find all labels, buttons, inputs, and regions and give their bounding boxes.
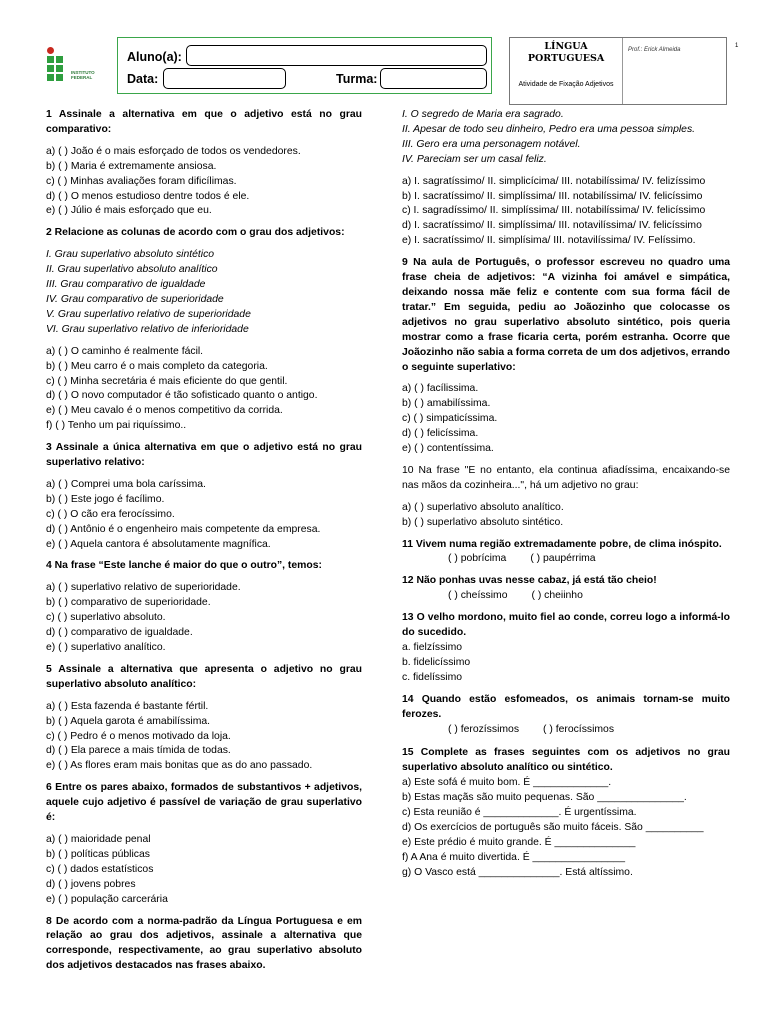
turma-field[interactable] <box>380 68 487 89</box>
spacer <box>46 574 362 581</box>
question-text: 15 Complete as frases seguintes com os adjetivos no grau superlativo absoluto analítico ou sintético. <box>402 747 730 774</box>
answer-option[interactable]: e) ( ) contentíssima. <box>402 443 494 455</box>
answer-option[interactable]: d) ( ) jovens pobres <box>46 878 136 890</box>
option-item[interactable]: ( ) ferozíssimos <box>448 723 520 735</box>
option-item[interactable]: ( ) pobrícima <box>448 553 507 565</box>
spacer <box>46 219 362 226</box>
spacer <box>402 567 730 574</box>
spacer <box>46 908 362 915</box>
spacer <box>46 656 362 663</box>
question-text: 2 Relacione as colunas de acordo com o grau dos adjetivos: <box>46 227 345 239</box>
question-text: 5 Assinale a alternativa que apresenta o adjetivo no grau superlativo absoluto analítico: <box>46 663 362 690</box>
answer-option[interactable]: c. fidelíssimo <box>402 671 463 683</box>
answer-option[interactable]: b) ( ) Maria é extremamente ansiosa. <box>46 160 217 172</box>
answer-option[interactable]: c) I. sagradíssimo/ II. simplíssima/ III. notabilíssima/ IV. felicíssimo <box>402 205 706 217</box>
answer-option[interactable]: e) ( ) população carcerária <box>46 893 168 905</box>
data-field[interactable] <box>163 68 286 89</box>
option-row <box>402 552 730 567</box>
spacer <box>402 494 730 501</box>
answer-option[interactable]: d) I. sacratíssimo/ II. simplíssima/ III. notavilíssima/ IV. felicíssimo <box>402 220 702 232</box>
spacer <box>402 249 730 256</box>
answer-option[interactable]: f) ( ) Tenho um pai riquíssimo.. <box>46 420 187 432</box>
question-text: 9 Na aula de Português, o professor escreveu no quadro uma frase cheia de adjetivos: “A vizinha foi amável e simpática, deixando nossa mãe feliz e contente com sua forma fácil de tratar.” Em seguida, pediu ao Joãozinho que colocasse os adjetivos no grau superlativo absoluto sintético, pois queria mostrar como a frase ficaria certa, porém estranha. Ocorre que Joãozinho não sabia a forma correta de um dos adjetivos, errando o seguinte superlativo: <box>402 257 730 373</box>
answer-option[interactable]: b) ( ) políticas públicas <box>46 848 150 860</box>
answer-option[interactable]: c) ( ) O cão era ferocíssimo. <box>46 508 175 520</box>
answer-option[interactable]: b) Estas maçãs são muito pequenas. São _______________. <box>402 792 687 804</box>
statement-item: I. Grau superlativo absoluto sintético <box>46 249 215 261</box>
option-item[interactable]: ( ) ferocíssimos <box>543 723 615 735</box>
answer-option[interactable]: e) I. sacratíssimo/ II. simplísima/ III. notavilíssima/ IV. Felíssimo. <box>402 235 696 247</box>
subject-box <box>509 37 727 105</box>
answer-option[interactable]: c) ( ) superlativo absoluto. <box>46 612 166 624</box>
spacer <box>46 774 362 781</box>
aluno-label: Aluno(a): <box>127 50 182 64</box>
answer-option[interactable]: a) ( ) facílissima. <box>402 383 479 395</box>
option-row <box>402 723 730 738</box>
statement-item: I. O segredo de Maria era sagrado. <box>402 109 564 120</box>
answer-option[interactable]: d) Os exercícios de português são muito fáceis. São __________ <box>402 821 704 833</box>
question-text: 8 De acordo com a norma-padrão da Língua Portuguesa e em relação ao grau dos adjetivos, assinale a alternativa que corresponde, respectivamente, ao grau superlativo absoluto dos adjetivos destacados nas frases abaixo. <box>46 915 362 972</box>
answer-option[interactable]: b) ( ) Meu carro é o mais completo da categoria. <box>46 360 268 372</box>
spacer <box>402 168 730 175</box>
answer-option[interactable]: a) ( ) maioridade penal <box>46 833 151 845</box>
answer-option[interactable]: c) ( ) Minha secretária é mais eficiente do que gentil. <box>46 375 288 387</box>
question-text: 11 Vivem numa região extremadamente pobre, de clima inóspito. <box>402 538 722 550</box>
institute-logo <box>47 47 115 87</box>
subject-title: LÍNGUA PORTUGUESA <box>527 41 605 64</box>
question-text: 14 Quando estão esfomeados, os animais tornam-se muito ferozes. <box>402 693 730 720</box>
answer-option[interactable]: b) I. sacratíssimo/ II. simplíssima/ III. notabilíssima/ IV. felicíssimo <box>402 190 703 202</box>
answer-option[interactable]: 10 Na frase "E no entanto, ela continua afiadíssima, encaixando-se nas mãos da cozinheira...", há um adjetivo no grau: <box>402 464 730 491</box>
answer-option[interactable]: a) ( ) superlativo relativo de superioridade. <box>46 582 241 594</box>
spacer <box>46 138 362 145</box>
answer-option[interactable]: e) ( ) superlativo analítico. <box>46 642 166 653</box>
answer-option[interactable]: d) ( ) Ela parece a mais tímida de todas. <box>46 745 231 757</box>
answer-option[interactable]: a) I. sagratíssimo/ II. simplicícima/ III. notabilíssima/ IV. felizíssimo <box>402 175 706 187</box>
activity-title: Atividade de Fixação Adjetivos <box>518 81 614 88</box>
spacer <box>46 338 362 345</box>
statement-item: IV. Grau comparativo de superioridade <box>46 293 224 305</box>
answer-option[interactable]: g) O Vasco está ______________. Está altíssimo. <box>402 866 633 878</box>
answer-option[interactable]: b) ( ) superlativo absoluto sintético. <box>402 516 564 528</box>
answer-option[interactable]: d) ( ) Antônio é o engenheiro mais competente da empresa. <box>46 523 321 535</box>
spacer <box>46 434 362 441</box>
option-item[interactable]: ( ) paupérrima <box>530 553 596 565</box>
statement-item: III. Gero era uma personagem notável. <box>402 138 581 150</box>
answer-option[interactable]: e) ( ) Júlio é mais esforçado que eu. <box>46 205 212 217</box>
spacer <box>46 552 362 559</box>
page-number: 1 <box>735 43 739 49</box>
spacer <box>402 531 730 538</box>
question-text: 1 Assinale a alternativa em que o adjetivo está no grau comparativo: <box>46 109 362 135</box>
statement-item: II. Apesar de todo seu dinheiro, Pedro era uma pessoa simples. <box>402 123 696 135</box>
statement-item: V. Grau superlativo relativo de superioridade <box>46 308 251 320</box>
answer-option[interactable]: c) ( ) simpaticíssima. <box>402 413 498 425</box>
question-text: 4 Na frase “Este lanche é maior do que o outro”, temos: <box>46 560 322 572</box>
answer-option[interactable]: a) ( ) João é o mais esforçado de todos os vendedores. <box>46 145 301 157</box>
spacer <box>402 737 730 746</box>
option-row <box>402 589 730 604</box>
question-text: 12 Não ponhas uvas nesse cabaz, já está tão cheio! <box>402 575 657 587</box>
answer-option[interactable]: b) ( ) Aquela garota é amabilíssima. <box>46 715 211 727</box>
answer-option[interactable]: a) ( ) superlativo absoluto analítico. <box>402 501 564 513</box>
question-text: 6 Entre os pares abaixo, formados de substantivos + adjetivos, aquele cujo adjetivo é passível de variação de grau superlativo é: <box>46 782 362 824</box>
spacer <box>46 471 362 478</box>
spacer <box>402 375 730 382</box>
answer-option[interactable]: c) Esta reunião é _____________. É urgentíssima. <box>402 807 637 819</box>
question-text: 3 Assinale a única alternativa em que o adjetivo está no grau superlativo relativo: <box>46 442 362 469</box>
answer-option[interactable]: d) ( ) felicíssima. <box>402 428 479 440</box>
spacer <box>46 826 362 833</box>
data-label: Data: <box>127 72 159 86</box>
logo-text: INSTITUTO FEDERAL <box>71 70 95 80</box>
answer-option[interactable]: a) ( ) Esta fazenda é bastante fértil. <box>46 700 209 712</box>
professor-name: Prof.: Erick Almeida <box>628 47 681 53</box>
answer-option[interactable]: a. fielzíssimo <box>402 642 463 653</box>
student-info-box <box>117 37 492 94</box>
answer-option[interactable]: c) ( ) Pedro é o menos motivado da loja. <box>46 730 231 742</box>
left-column <box>46 108 362 974</box>
answer-option[interactable]: a) ( ) Comprei uma bola caríssima. <box>46 478 206 490</box>
question-text: 13 O velho mordono, muito fiel ao conde, correu logo a informá-lo do sucedido. <box>402 612 730 639</box>
spacer <box>402 457 730 464</box>
answer-option[interactable]: b) ( ) comparativo de superioridade. <box>46 597 211 609</box>
answer-option[interactable]: b) ( ) amabilíssima. <box>402 398 491 410</box>
answer-option[interactable]: b. fidelicíssimo <box>402 656 471 668</box>
answer-option[interactable]: d) ( ) comparativo de igualdade. <box>46 627 193 639</box>
answer-option[interactable]: a) ( ) O caminho é realmente fácil. <box>46 345 204 357</box>
aluno-field[interactable] <box>186 45 487 66</box>
spacer <box>402 686 730 693</box>
answer-option[interactable]: f) A Ana é muito divertida. É ________________ <box>402 851 625 863</box>
right-column <box>402 108 730 881</box>
spacer <box>46 693 362 700</box>
answer-option[interactable]: e) ( ) Aquela cantora é absolutamente magnífica. <box>46 538 271 550</box>
answer-option[interactable]: e) ( ) As flores eram mais bonitas que as do ano passado. <box>46 760 313 772</box>
turma-label: Turma: <box>336 72 378 86</box>
answer-option[interactable]: e) ( ) Meu cavalo é o menos competitivo da corrida. <box>46 405 283 417</box>
statement-item: VI. Grau superlativo relativo de inferioridade <box>46 323 249 335</box>
answer-option[interactable]: d) ( ) O novo computador é tão sofisticado quanto o antigo. <box>46 390 318 402</box>
option-item[interactable]: ( ) cheíssimo <box>448 590 508 602</box>
answer-option[interactable]: c) ( ) Minhas avaliações foram dificílimas. <box>46 175 237 187</box>
spacer <box>402 604 730 611</box>
answer-option[interactable]: d) ( ) O menos estudioso dentre todos é ele. <box>46 190 250 202</box>
answer-option[interactable]: e) Este prédio é muito grande. É ______________ <box>402 836 636 848</box>
statement-item: II. Grau superlativo absoluto analítico <box>46 264 218 276</box>
answer-option[interactable]: c) ( ) dados estatísticos <box>46 863 154 875</box>
answer-option[interactable]: a) Este sofá é muito bom. É _____________. <box>402 777 612 789</box>
option-item[interactable]: ( ) cheiinho <box>531 590 583 602</box>
statement-item: III. Grau comparativo de igualdade <box>46 279 206 291</box>
statement-item: IV. Pareciam ser um casal feliz. <box>402 153 547 165</box>
answer-option[interactable]: b) ( ) Este jogo é facílimo. <box>46 493 165 505</box>
spacer <box>46 241 362 248</box>
